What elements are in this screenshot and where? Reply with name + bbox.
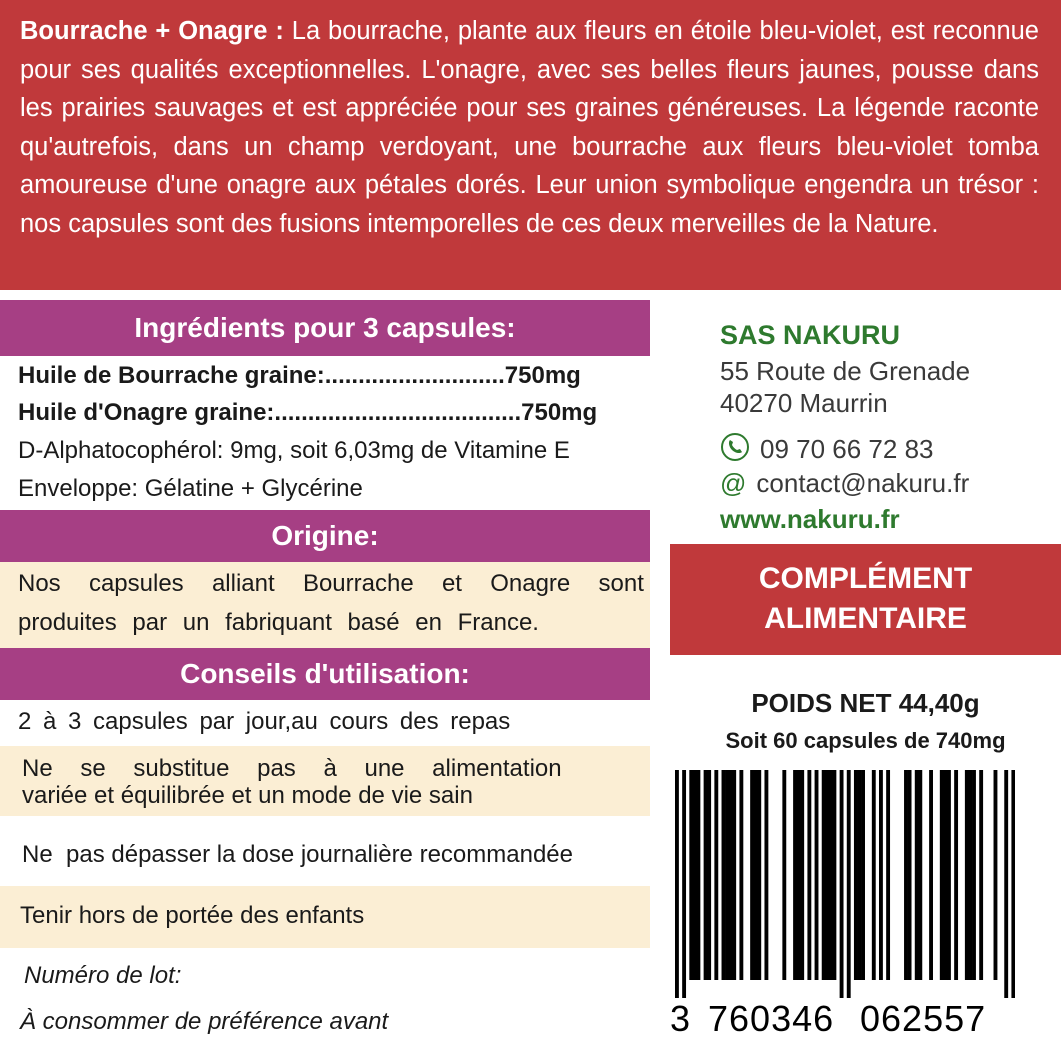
barcode-bar [886, 770, 890, 980]
barcode-bar [797, 770, 801, 980]
net-weight: POIDS NET 44,40g [751, 688, 980, 718]
company-website: www.nakuru.fr [720, 504, 900, 534]
barcode-bar [940, 770, 944, 980]
barcode-digits [670, 998, 1020, 1040]
barcode-bar [965, 770, 969, 980]
ingredient-dots: ..................................... [274, 399, 522, 426]
barcode-bar [872, 770, 876, 980]
company-address-1: 55 Route de Grenade [720, 356, 971, 386]
conseil-dosage: 2 à 3 capsules par jour,au cours des repas [18, 708, 511, 735]
barcode-bar [918, 770, 922, 980]
lot-number-label: Numéro de lot: [24, 962, 182, 989]
conseil-dose: Ne pas dépasser la dose journalière recommandée [22, 841, 573, 868]
barcode-bar [829, 770, 833, 980]
barcode-guard-bar [840, 770, 844, 998]
barcode-bar [943, 770, 947, 980]
barcode-bar [954, 770, 958, 980]
intro-text: La bourrache, plante aux fleurs en étoile bleu-violet, est reconnue pour ses qualités exceptionnelles. L'onagre, avec ses belles fleurs jaunes, pousse dans les prairies sauvages et est appréciée pour ses graines généreuses. La légende raconte qu'autrefois, dans un champ verdoyant, une bourrache aux fleurs bleu-violet tomba amoureuse d'une onagre aux pétales dorés. Leur union symbolique engendra un trésor : nos capsules sont des fusions intemporelles de ces deux merveilles de la Nature. [20, 17, 1039, 238]
company-name: SAS NAKURU [720, 320, 901, 350]
best-before-label: À consommer de préférence avant [20, 1008, 389, 1035]
barcode-left-digits: 760346 [708, 998, 835, 1039]
company-phone: 09 70 66 72 83 [760, 434, 934, 464]
barcode-right-digits: 062557 [860, 998, 987, 1039]
barcode-bar [739, 770, 743, 980]
barcode-guard-bar [847, 770, 851, 998]
barcode-bar [908, 770, 912, 980]
barcode-bar [793, 770, 797, 980]
conseils-title: Conseils d'utilisation: [180, 658, 470, 689]
barcode-bar [689, 770, 693, 980]
barcode-bar [861, 770, 865, 980]
company-phone-row [720, 432, 934, 469]
barcode-first-digit: 3 [670, 998, 691, 1039]
company-email: contact@nakuru.fr [756, 468, 970, 498]
at-icon: @ [720, 468, 747, 498]
barcode-bar [994, 770, 998, 980]
divider [0, 290, 1061, 300]
complement-alimentaire-badge [670, 544, 1061, 655]
barcode-guard-bar [1011, 770, 1015, 998]
barcode-bar [693, 770, 697, 980]
barcode-bar [807, 770, 811, 980]
barcode-bar [832, 770, 836, 980]
barcode-bar [972, 770, 976, 980]
company-address-2: 40270 Maurrin [720, 388, 888, 418]
complement-line-2: ALIMENTAIRE [764, 602, 967, 635]
ingredient-line-vitamin: D-Alphatocophérol: 9mg, soit 6,03mg de Vitamine E [18, 437, 570, 464]
barcode-bar [968, 770, 972, 980]
ingredient-name: Huile d'Onagre graine: [18, 399, 275, 426]
ingredient-dots: ........................... [324, 362, 505, 389]
barcode-bar [764, 770, 768, 980]
origine-header [0, 510, 650, 562]
barcode-bar [822, 770, 826, 980]
barcode-bar [754, 770, 758, 980]
ingredient-row [18, 362, 581, 390]
barcode-bar [729, 770, 733, 980]
barcode-bar [825, 770, 829, 980]
barcode-bar [800, 770, 804, 980]
complement-line-1: COMPLÉMENT [758, 562, 973, 595]
origine-line-1: Nos capsules alliant Bourrache et Onagre sont [18, 570, 644, 597]
phone-icon [720, 432, 750, 469]
barcode [675, 770, 1015, 998]
barcode-bar [696, 770, 700, 980]
conseil-children: Tenir hors de portée des enfants [20, 902, 365, 929]
barcode-guard-bar [682, 770, 686, 998]
barcode-guard-bar [675, 770, 679, 998]
intro-panel [0, 0, 1061, 290]
barcode-bar [979, 770, 983, 980]
ingredients-title: Ingrédients pour 3 capsules: [134, 312, 516, 343]
barcode-bar [725, 770, 729, 980]
barcode-bar [750, 770, 754, 980]
barcode-bar [815, 770, 819, 980]
ingredients-header [0, 300, 650, 356]
barcode-bar [858, 770, 862, 980]
barcode-bar [732, 770, 736, 980]
conseils-header [0, 648, 650, 700]
barcode-bar [704, 770, 708, 980]
barcode-bar [707, 770, 711, 980]
conseil-substitute-2: variée et équilibrée et un mode de vie sain [22, 782, 473, 809]
ingredient-line-envelope: Enveloppe: Gélatine + Glycérine [18, 475, 363, 502]
barcode-bar [714, 770, 718, 980]
barcode-bar [904, 770, 908, 980]
barcode-bar [947, 770, 951, 980]
ingredient-amount: 750mg [504, 362, 581, 389]
barcode-bar [757, 770, 761, 980]
ingredient-amount: 750mg [521, 399, 598, 426]
barcode-bar [929, 770, 933, 980]
origine-line-2: produites par un fabriquant basé en France. [18, 609, 539, 636]
conseil-substitute-1: Ne se substitue pas à une alimentation [22, 755, 562, 782]
barcode-guard-bar [1004, 770, 1008, 998]
origine-title: Origine: [271, 520, 379, 551]
product-name: Bourrache + Onagre : [20, 17, 284, 45]
barcode-bar [854, 770, 858, 980]
barcode-bar [722, 770, 726, 980]
company-email-row [720, 468, 969, 499]
capsule-count: Soit 60 capsules de 740mg [725, 728, 1006, 753]
barcode-bar [782, 770, 786, 980]
barcode-bar [915, 770, 919, 980]
ingredient-name: Huile de Bourrache graine: [18, 362, 325, 389]
ingredient-row [18, 399, 597, 427]
barcode-bar [879, 770, 883, 980]
